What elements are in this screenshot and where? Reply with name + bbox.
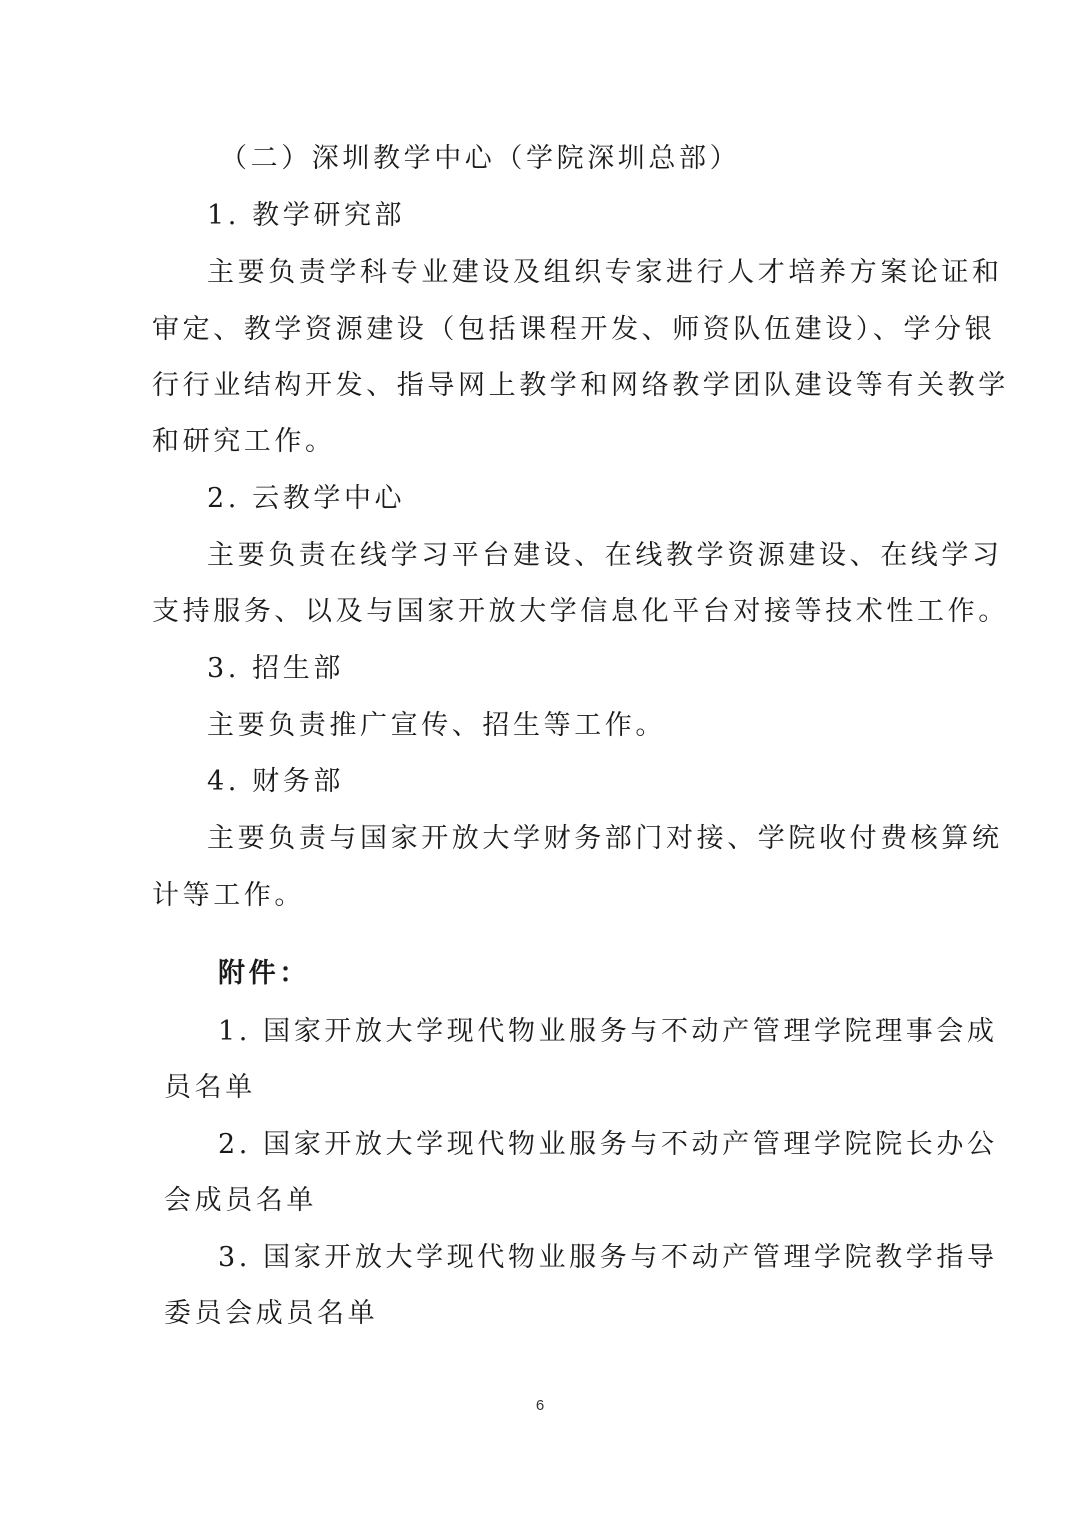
attachment-item-line: 3. 国家开放大学现代物业服务与不动产管理学院教学指导 [218, 1242, 998, 1273]
attachment-item-line: 2. 国家开放大学现代物业服务与不动产管理学院院长办公 [218, 1129, 998, 1160]
department-description-line: 主要负责推广宣传、招生等工作。 [207, 710, 666, 741]
department-title: 4. 财务部 [207, 766, 344, 797]
department-description-line: 支持服务、以及与国家开放大学信息化平台对接等技术性工作。 [152, 596, 1009, 627]
section-heading: （二）深圳教学中心（学院深圳总部） [220, 143, 741, 174]
attachments-label: 附件： [218, 958, 310, 989]
attachment-item-line: 员名单 [164, 1072, 256, 1103]
department-description-line: 主要负责与国家开放大学财务部门对接、学院收付费核算统 [207, 823, 1003, 854]
department-description-line: 和研究工作。 [152, 426, 336, 457]
attachment-item-line: 委员会成员名单 [164, 1298, 379, 1329]
attachment-item-line: 会成员名单 [164, 1185, 317, 1216]
department-description-line: 主要负责在线学习平台建设、在线教学资源建设、在线学习 [207, 540, 1003, 571]
department-title: 3. 招生部 [207, 653, 344, 684]
department-description-line: 主要负责学科专业建设及组织专家进行人才培养方案论证和 [207, 257, 1003, 288]
department-description-line: 行行业结构开发、指导网上教学和网络教学团队建设等有关教学 [152, 370, 1009, 401]
page-number: 6 [535, 1397, 545, 1414]
department-title: 1. 教学研究部 [207, 200, 406, 231]
department-description-line: 审定、教学资源建设（包括课程开发、师资队伍建设）、学分银 [152, 314, 996, 345]
attachment-item-line: 1. 国家开放大学现代物业服务与不动产管理学院理事会成 [218, 1016, 998, 1047]
department-title: 2. 云教学中心 [207, 483, 406, 514]
department-description-line: 计等工作。 [152, 880, 305, 911]
